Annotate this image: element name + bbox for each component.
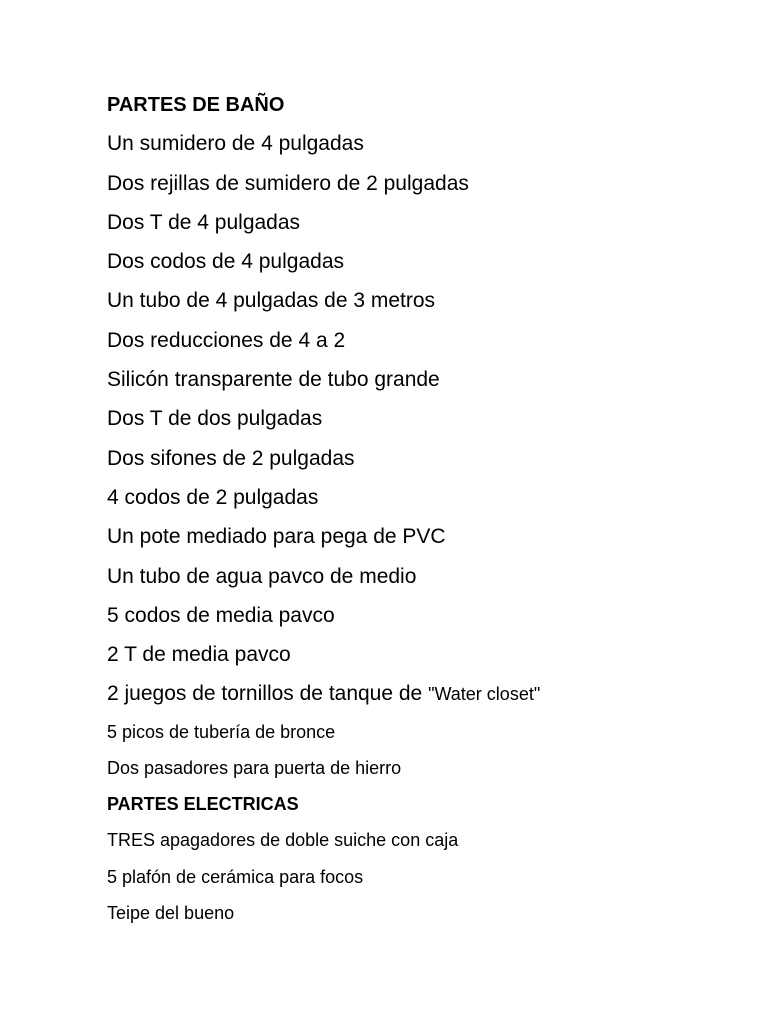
- list-item: Un sumidero de 4 pulgadas: [107, 132, 364, 156]
- list-item: 2 T de media pavco: [107, 643, 291, 667]
- list-item: Un tubo de 4 pulgadas de 3 metros: [107, 289, 436, 313]
- list-item: 5 codos de media pavco: [107, 603, 335, 627]
- list-item: Dos pasadores para puerta de hierro: [107, 757, 402, 778]
- list-item: 5 plafón de cerámica para focos: [107, 866, 364, 887]
- list-item: Silicón transparente de tubo grande: [107, 368, 440, 392]
- list-item: Dos sifones de 2 pulgadas: [107, 446, 355, 470]
- list-item-mixed: [107, 681, 747, 720]
- list-item-main-text: 2 juegos de tornillos de tanque de: [107, 682, 429, 706]
- list-item: TRES apagadores de doble suiche con caja: [107, 830, 459, 851]
- list-item: Dos T de dos pulgadas: [107, 407, 323, 431]
- list-item: Dos T de 4 pulgadas: [107, 210, 301, 234]
- electricas-heading: PARTES ELECTRICAS: [107, 794, 299, 815]
- list-item: 5 picos de tubería de bronce: [107, 721, 336, 742]
- list-item: Dos codos de 4 pulgadas: [107, 250, 344, 274]
- list-item: 4 codos de 2 pulgadas: [107, 485, 319, 509]
- list-item: Un tubo de agua pavco de medio: [107, 564, 417, 588]
- list-item: Teipe del bueno: [107, 902, 235, 923]
- document-page: [107, 92, 747, 938]
- list-item-tail-text: "Water closet": [428, 684, 541, 705]
- bano-heading: PARTES DE BAÑO: [107, 94, 285, 116]
- list-item: Un pote mediado para pega de PVC: [107, 525, 446, 549]
- list-item: Dos reducciones de 4 a 2: [107, 328, 346, 352]
- list-item: Dos rejillas de sumidero de 2 pulgadas: [107, 171, 469, 195]
